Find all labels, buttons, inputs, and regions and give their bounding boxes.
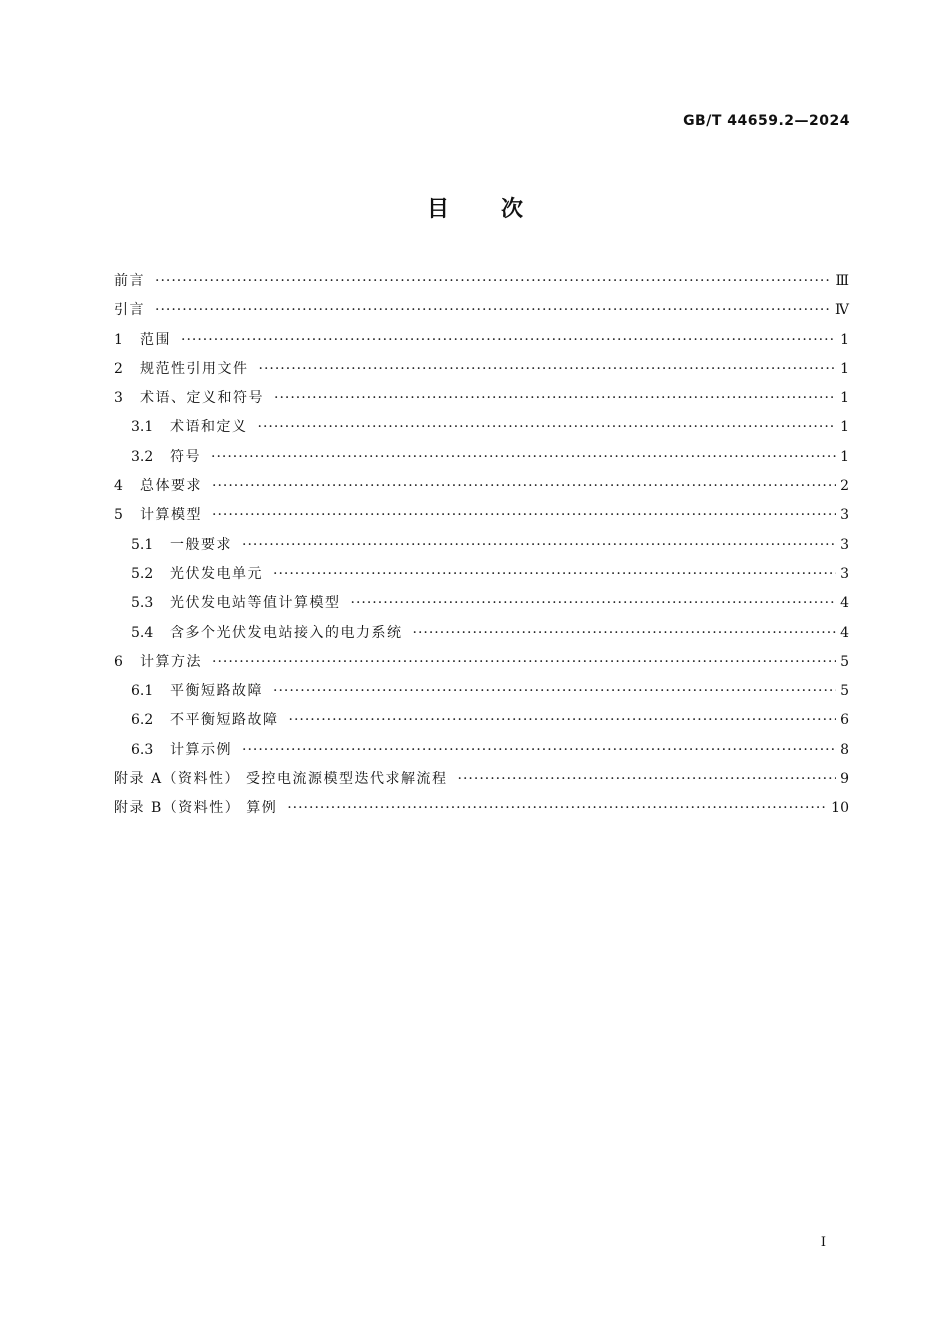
toc-entry[interactable] xyxy=(114,299,849,328)
toc-dot-leader xyxy=(155,302,831,318)
toc-entry-page: 5 xyxy=(840,683,849,700)
toc-entry[interactable] xyxy=(114,446,849,475)
toc-dot-leader xyxy=(458,771,837,787)
toc-dot-leader xyxy=(181,332,836,348)
toc-entry[interactable] xyxy=(114,797,849,826)
toc-entry-page: 6 xyxy=(840,712,849,729)
toc-entry-label: 符号 xyxy=(170,448,201,465)
toc-entry-number: 6 xyxy=(114,653,123,670)
toc-entry-page: 8 xyxy=(840,741,849,758)
toc-entry-label: 含多个光伏发电站接入的电力系统 xyxy=(170,624,403,641)
toc-dot-leader xyxy=(242,742,836,758)
toc-entry-page: 3 xyxy=(840,507,849,524)
toc-entry-page: Ⅲ xyxy=(835,273,849,289)
toc-entry[interactable] xyxy=(114,739,849,768)
toc-dot-leader xyxy=(242,537,836,553)
toc-entry-label: 总体要求 xyxy=(140,478,202,495)
toc-entry-number: 3.1 xyxy=(131,419,154,436)
toc-entry-page: 1 xyxy=(840,448,849,465)
toc-entry-page: 1 xyxy=(840,331,849,348)
toc-entry-label: 平衡短路故障 xyxy=(170,683,263,700)
toc-entry-label: 计算模型 xyxy=(140,507,202,524)
toc-dot-leader xyxy=(351,595,837,611)
toc-entry-number: 1 xyxy=(114,331,123,348)
toc-dot-leader xyxy=(274,390,836,406)
toc-entry[interactable] xyxy=(114,592,849,621)
table-of-contents xyxy=(114,270,849,827)
toc-entry-number: 5 xyxy=(114,507,123,524)
toc-entry-label: 不平衡短路故障 xyxy=(170,712,279,729)
toc-entry[interactable] xyxy=(114,504,849,533)
toc-entry-number: 3.2 xyxy=(131,448,154,465)
toc-dot-leader xyxy=(212,654,836,670)
toc-entry-page: 3 xyxy=(840,536,849,553)
toc-entry-page: 1 xyxy=(840,419,849,436)
toc-entry-page: 3 xyxy=(840,565,849,582)
toc-entry-page: 4 xyxy=(840,624,849,641)
toc-entry-label: 术语和定义 xyxy=(170,419,248,436)
page-number: I xyxy=(820,1235,826,1250)
toc-entry-label: 前言 xyxy=(114,273,145,289)
toc-dot-leader xyxy=(287,800,827,816)
toc-entry[interactable] xyxy=(114,651,849,680)
toc-entry[interactable] xyxy=(114,534,849,563)
toc-entry-number: 2 xyxy=(114,360,123,377)
toc-entry-page: 9 xyxy=(840,771,849,788)
toc-entry-page: 1 xyxy=(840,390,849,407)
toc-entry-page: Ⅳ xyxy=(835,302,849,319)
toc-dot-leader xyxy=(258,419,837,435)
toc-dot-leader xyxy=(413,625,837,641)
toc-entry-number: 5.1 xyxy=(131,536,154,553)
toc-dot-leader xyxy=(155,273,831,289)
toc-dot-leader xyxy=(273,683,836,699)
toc-entry-number: 4 xyxy=(114,478,123,495)
toc-entry-page: 2 xyxy=(840,478,849,495)
toc-entry-label: 光伏发电站等值计算模型 xyxy=(170,595,341,612)
toc-dot-leader xyxy=(211,449,836,465)
toc-entry[interactable] xyxy=(114,329,849,358)
toc-dot-leader xyxy=(273,566,836,582)
toc-entry[interactable] xyxy=(114,563,849,592)
toc-entry-number: 5.3 xyxy=(131,595,154,612)
toc-entry-label: 范围 xyxy=(140,331,171,348)
standard-number: GB/T 44659.2—2024 xyxy=(683,113,850,129)
toc-entry[interactable] xyxy=(114,622,849,651)
toc-dot-leader xyxy=(259,361,837,377)
toc-entry[interactable] xyxy=(114,709,849,738)
toc-entry-number: 3 xyxy=(114,390,123,407)
toc-entry[interactable] xyxy=(114,475,849,504)
toc-entry[interactable] xyxy=(114,270,849,299)
toc-entry[interactable] xyxy=(114,358,849,387)
toc-entry-number: 6.3 xyxy=(131,741,154,758)
toc-entry-number: 5.4 xyxy=(131,624,154,641)
toc-entry-page: 1 xyxy=(840,360,849,377)
toc-dot-leader xyxy=(212,507,836,523)
toc-entry[interactable] xyxy=(114,768,849,797)
toc-entry-page: 4 xyxy=(840,595,849,612)
toc-entry-label: 术语、定义和符号 xyxy=(140,390,264,407)
toc-dot-leader xyxy=(289,712,837,728)
toc-entry[interactable] xyxy=(114,680,849,709)
toc-entry-label: 引言 xyxy=(114,302,145,319)
toc-entry-page: 10 xyxy=(831,800,849,817)
toc-entry-label: 一般要求 xyxy=(170,536,232,553)
toc-entry-label: 计算示例 xyxy=(170,741,232,758)
page-title: 目次 xyxy=(426,197,575,222)
toc-entry-number: 6.2 xyxy=(131,712,154,729)
toc-entry-label: 光伏发电单元 xyxy=(170,565,263,582)
toc-entry-label: 附录 A（资料性） 受控电流源模型迭代求解流程 xyxy=(114,771,448,788)
toc-entry-label: 计算方法 xyxy=(140,653,202,670)
toc-entry-number: 5.2 xyxy=(131,565,154,582)
toc-entry[interactable] xyxy=(114,416,849,445)
toc-entry-page: 5 xyxy=(840,653,849,670)
toc-entry-number: 6.1 xyxy=(131,683,154,700)
toc-entry[interactable] xyxy=(114,387,849,416)
toc-entry-label: 附录 B（资料性） 算例 xyxy=(114,800,278,817)
toc-dot-leader xyxy=(212,478,836,494)
toc-entry-label: 规范性引用文件 xyxy=(140,360,249,377)
